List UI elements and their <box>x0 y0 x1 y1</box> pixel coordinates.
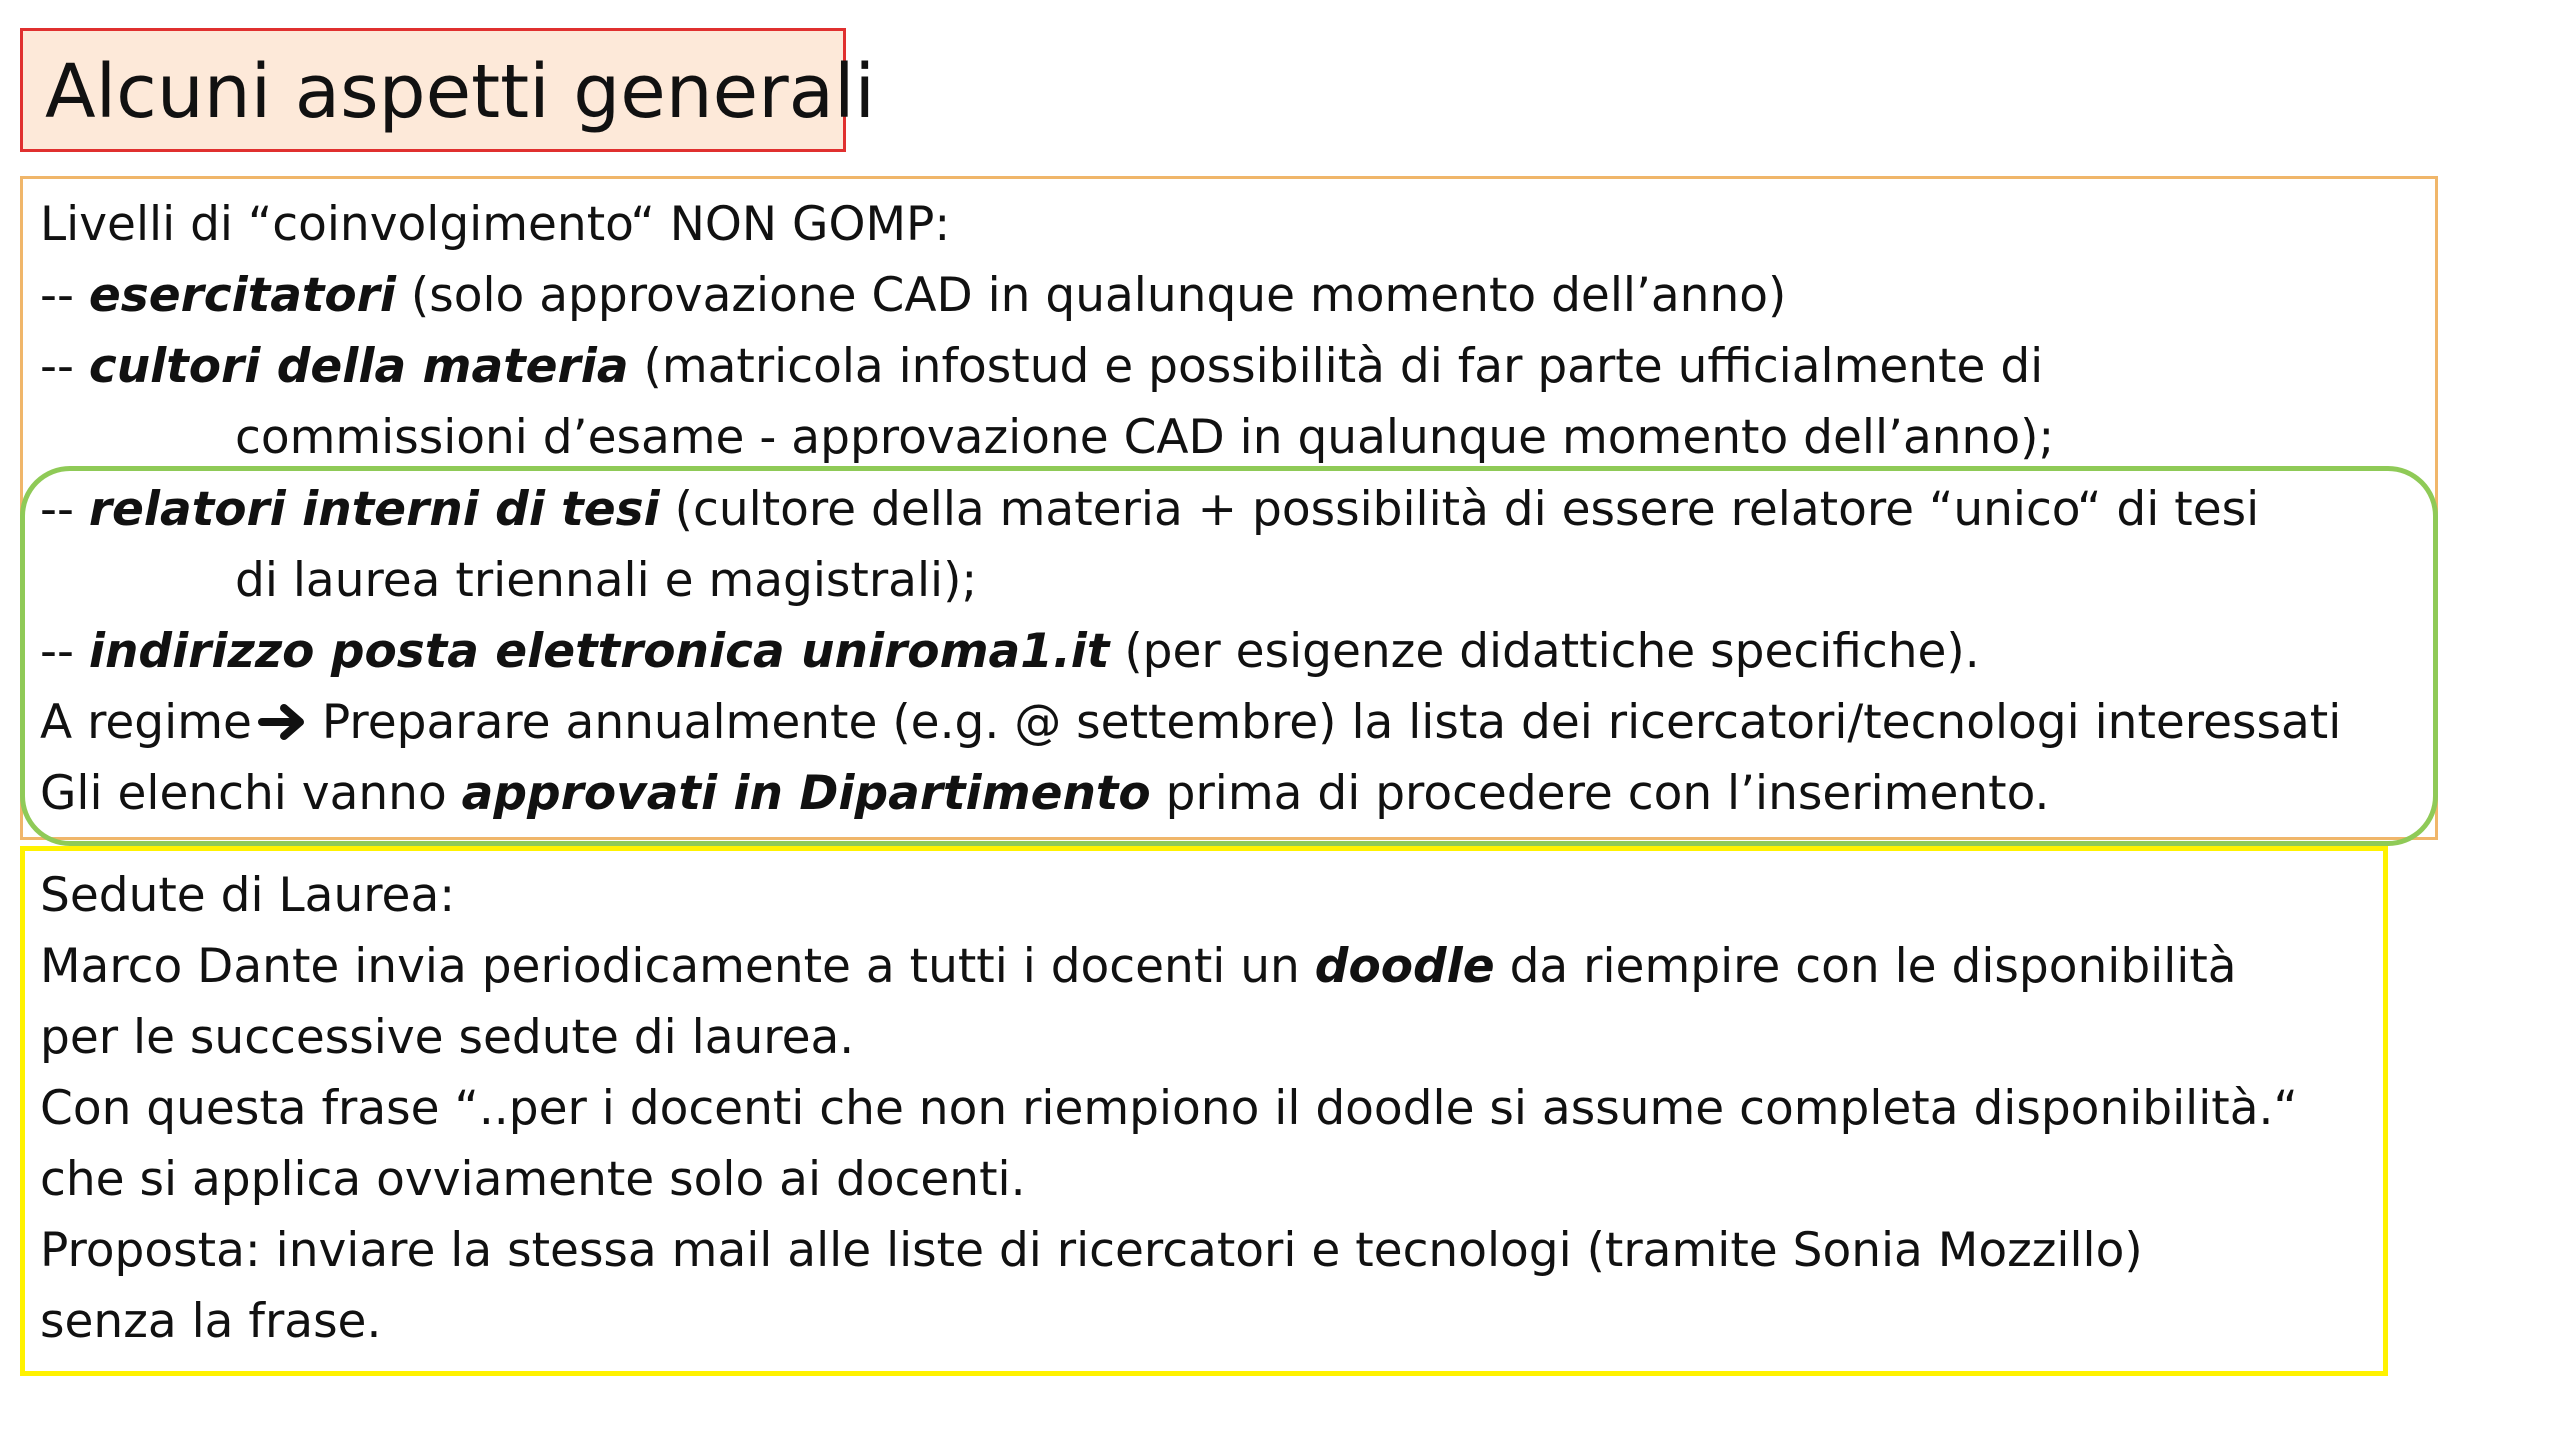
quote-line-continued: che si applica ovviamente solo ai docenti. <box>40 1152 1026 1207</box>
term-relatori: relatori interni di tesi <box>88 482 660 537</box>
term-doodle: doodle <box>1314 939 1495 994</box>
proposal-line-continued: senza la frase. <box>40 1294 382 1349</box>
title-box <box>20 28 876 152</box>
level-cultori-continued: commissioni d’esame - approvazione CAD in qualunque momento dell’anno); <box>235 410 2055 465</box>
term-approvati: approvati in Dipartimento <box>461 766 1151 821</box>
quote-line: Con questa frase “..per i docenti che non riempiono il doodle si assume completa disponibilità.“ <box>40 1081 2298 1136</box>
term-cultori: cultori della materia <box>88 339 629 394</box>
right-arrow-icon <box>256 697 314 737</box>
doodle-line-continued: per le successive sedute di laurea. <box>40 1010 855 1065</box>
level-cultori: -- cultori della materia (matricola infostud e possibilità di far parte ufficialmente di <box>40 339 2044 394</box>
level-relatori-continued: di laurea triennali e magistrali); <box>235 553 978 608</box>
term-esercitatori: esercitatori <box>88 268 396 323</box>
approval-line: Gli elenchi vanno approvati in Dipartimento prima di procedere con l’inserimento. <box>40 766 2050 821</box>
slide-title: Alcuni aspetti generali <box>45 49 876 135</box>
regime-line: A regime Preparare annualmente (e.g. @ settembre) la lista dei ricercatori/tecnologi interessati <box>40 695 2342 750</box>
levels-heading: Livelli di “coinvolgimento“ NON GOMP: <box>40 197 951 252</box>
graduation-heading: Sedute di Laurea: <box>40 868 456 923</box>
doodle-line: Marco Dante invia periodicamente a tutti i docenti un doodle da riempire con le disponibilità <box>40 939 2237 994</box>
level-esercitatori: -- esercitatori (solo approvazione CAD in qualunque momento dell’anno) <box>40 268 1787 323</box>
level-relatori: -- relatori interni di tesi (cultore della materia + possibilità di essere relatore “unico“ di tesi <box>40 482 2260 537</box>
level-email: -- indirizzo posta elettronica uniroma1.it (per esigenze didattiche specifiche). <box>40 624 1980 679</box>
term-email: indirizzo posta elettronica uniroma1.it <box>88 624 1110 679</box>
proposal-line: Proposta: inviare la stessa mail alle liste di ricercatori e tecnologi (tramite Sonia Mozzillo) <box>40 1223 2143 1278</box>
